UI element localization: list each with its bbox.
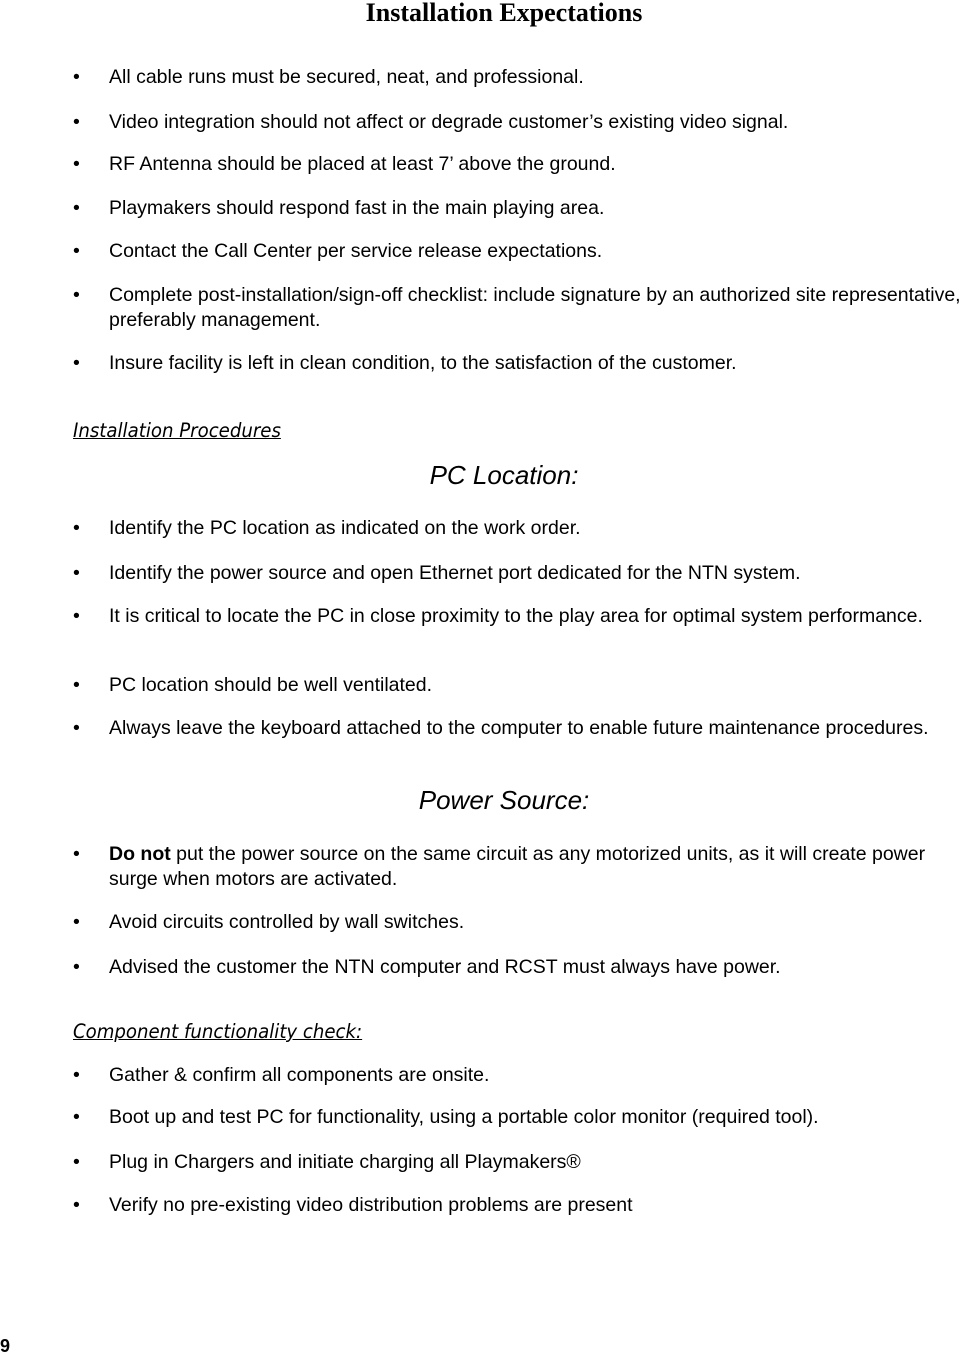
list-item-text: Complete post-installation/sign-off checklist: include signature by an authorized site representative, preferably management. [109,284,961,331]
emphasis: Do not [109,843,171,865]
list-item-text: Insure facility is left in clean condition, to the satisfaction of the customer. [109,352,737,374]
list-item-text: Plug in Chargers and initiate charging all Playmakers® [109,1151,581,1173]
bullet: • [73,111,80,133]
list-item-text: Always leave the keyboard attached to the computer to enable future maintenance procedures. [109,717,929,739]
list-item [73,1193,975,1218]
list-item [73,716,975,741]
list-item [73,1150,975,1175]
list-item [73,110,975,135]
bullet: • [73,562,80,584]
list-item [73,283,975,333]
list-item [73,65,975,90]
page-title: Installation Expectations [365,0,643,27]
list-item [73,351,975,376]
list-item [73,516,975,541]
list-item-text: Advised the customer the NTN computer and RCST must always have power. [109,956,781,978]
bullet: • [73,1194,80,1216]
list-item-text: Boot up and test PC for functionality, using a portable color monitor (required tool). [109,1106,819,1128]
bullet: • [73,843,80,865]
bullet: • [73,284,80,306]
section-heading-installation-procedures: Installation Procedures [73,419,281,442]
bullet: • [73,717,80,739]
list-item-text: It is critical to locate the PC in close proximity to the play area for optimal system performance. [109,605,923,627]
bullet: • [73,956,80,978]
bullet: • [73,605,80,627]
list-item-text: Identify the power source and open Ethernet port dedicated for the NTN system. [109,562,801,584]
bullet: • [73,66,80,88]
page-number: 9 [0,1336,11,1356]
bullet: • [73,240,80,262]
bullet: • [73,1106,80,1128]
list-item [73,842,975,892]
bullet: • [73,153,80,175]
list-item-text: PC location should be well ventilated. [109,674,433,696]
bullet: • [73,352,80,374]
list-item-text-rest: put the power source on the same circuit as any motorized units, as it will create power surge when motors are activated. [109,843,926,890]
list-item-text: Gather & confirm all components are onsite. [109,1064,490,1086]
subheading-power-source: Power Source: [418,785,590,815]
bullet: • [73,674,80,696]
list-item-text: Identify the PC location as indicated on the work order. [109,517,581,539]
list-item-text: All cable runs must be secured, neat, and professional. [109,66,584,88]
list-item-text: RF Antenna should be placed at least 7’ above the ground. [109,153,616,175]
list-item-text: Avoid circuits controlled by wall switches. [109,911,465,933]
list-item [73,910,975,935]
list-item [73,955,975,980]
list-item [73,604,975,629]
list-item-text: Contact the Call Center per service release expectations. [109,240,603,262]
section-heading-component-check: Component functionality check: [73,1020,363,1043]
bullet: • [73,911,80,933]
list-item [73,1063,975,1088]
list-item [73,239,975,264]
list-item-text: Video integration should not affect or degrade customer’s existing video signal. [109,111,789,133]
list-item [73,673,975,698]
bullet: • [73,1064,80,1086]
list-item-text: Playmakers should respond fast in the main playing area. [109,197,605,219]
subheading-pc-location: PC Location: [429,460,579,490]
list-item [73,152,975,177]
list-item [73,561,975,586]
list-item-text: Verify no pre-existing video distribution problems are present [109,1194,633,1216]
bullet: • [73,517,80,539]
bullet: • [73,197,80,219]
list-item [73,1105,975,1130]
bullet: • [73,1151,80,1173]
list-item [73,196,975,221]
list-item-text [109,842,975,892]
